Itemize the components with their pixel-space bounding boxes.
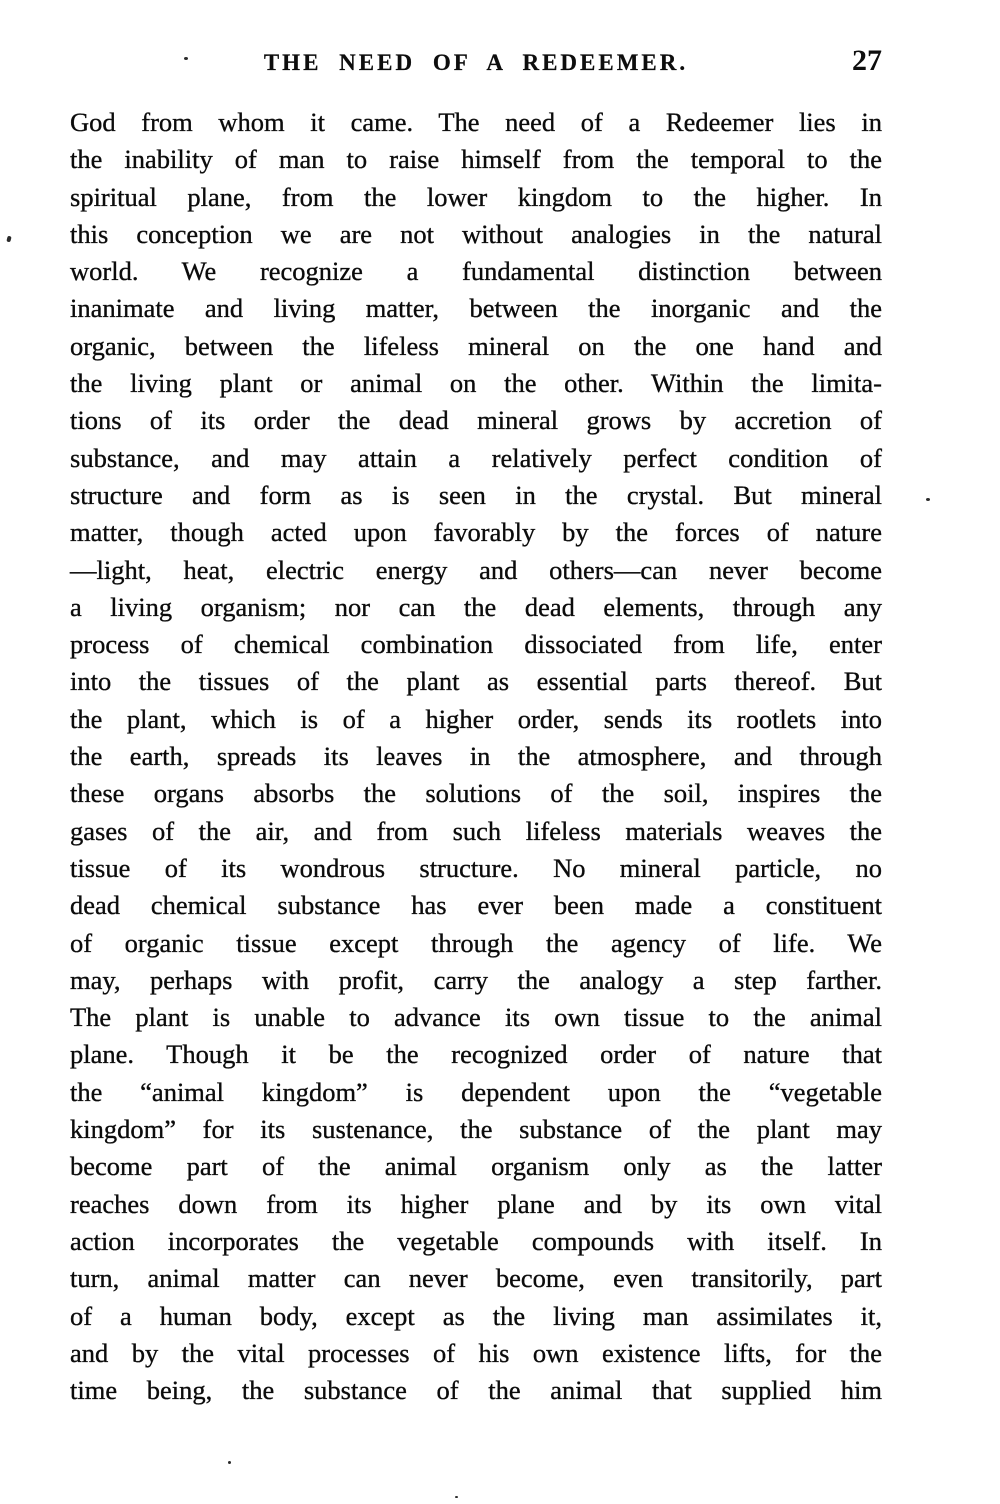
text-line: plane. Though it be the recognized order of nature that — [70, 1039, 882, 1070]
text-line: substance, and may attain a relatively perfect condition of — [70, 442, 882, 473]
text-line: The plant is unable to advance its own tissue to the animal — [70, 1002, 882, 1033]
text-line: and by the vital processes of his own existence lifts, for the — [70, 1337, 882, 1368]
text-line: organic, between the lifeless mineral on the one hand and — [70, 330, 882, 361]
text-line: become part of the animal organism only as the latter — [70, 1151, 882, 1182]
text-line: the plant, which is of a higher order, sends its rootlets into — [70, 703, 882, 734]
text-line: God from whom it came. The need of a Redeemer lies in — [70, 107, 882, 137]
text-line: matter, though acted upon favorably by the forces of nature — [70, 517, 882, 548]
scan-speck — [6, 236, 11, 243]
scan-speck — [455, 1496, 458, 1498]
text-line: spiritual plane, from the lower kingdom to the higher. In — [70, 181, 882, 212]
text-line: action incorporates the vegetable compounds with itself. In — [70, 1225, 882, 1256]
text-line: inanimate and living matter, between the inorganic and the — [70, 293, 882, 324]
text-line: these organs absorbs the solutions of the soil, inspires the — [70, 778, 882, 809]
text-line: the “animal kingdom” is dependent upon the “vegetable — [70, 1076, 882, 1107]
body-text — [70, 104, 882, 1409]
text-line: reaches down from its higher plane and by its own vital — [70, 1188, 882, 1219]
text-line: gases of the air, and from such lifeless materials weaves the — [70, 815, 882, 846]
text-line: of organic tissue except through the agency of life. We — [70, 927, 882, 958]
text-line: —light, heat, electric energy and others—can never become — [70, 554, 882, 585]
running-header — [70, 46, 882, 82]
text-line: a living organism; nor can the dead elements, through any — [70, 591, 882, 622]
text-line: the living plant or animal on the other. Within the limita- — [70, 368, 882, 399]
text-line: the inability of man to raise himself from the temporal to the — [70, 144, 882, 175]
text-line: time being, the substance of the animal that supplied him — [70, 1375, 882, 1406]
text-line: tissue of its wondrous structure. No mineral particle, no — [70, 852, 882, 883]
text-line: kingdom” for its sustenance, the substance of the plant may — [70, 1114, 882, 1145]
text-line: of a human body, except as the living man assimilates it, — [70, 1300, 882, 1331]
text-line: this conception we are not without analogies in the natural — [70, 218, 882, 249]
scan-speck — [184, 57, 188, 60]
text-line: structure and form as is seen in the crystal. But mineral — [70, 479, 882, 510]
text-line: turn, animal matter can never become, even transitorily, part — [70, 1263, 882, 1294]
text-line: process of chemical combination dissociated from life, enter — [70, 629, 882, 660]
page-number: 27 — [852, 44, 882, 77]
scan-speck — [926, 498, 930, 501]
text-line: the earth, spreads its leaves in the atmosphere, and through — [70, 741, 882, 772]
text-line: tions of its order the dead mineral grows by accretion of — [70, 405, 882, 436]
scan-speck — [228, 1461, 231, 1464]
text-line: dead chemical substance has ever been made a constituent — [70, 890, 882, 921]
text-line: into the tissues of the plant as essential parts thereof. But — [70, 666, 882, 697]
text-line: world. We recognize a fundamental distinction between — [70, 256, 882, 287]
text-line: may, perhaps with profit, carry the analogy a step farther. — [70, 964, 882, 995]
chapter-title: THE NEED OF A REDEEMER. — [263, 50, 689, 75]
